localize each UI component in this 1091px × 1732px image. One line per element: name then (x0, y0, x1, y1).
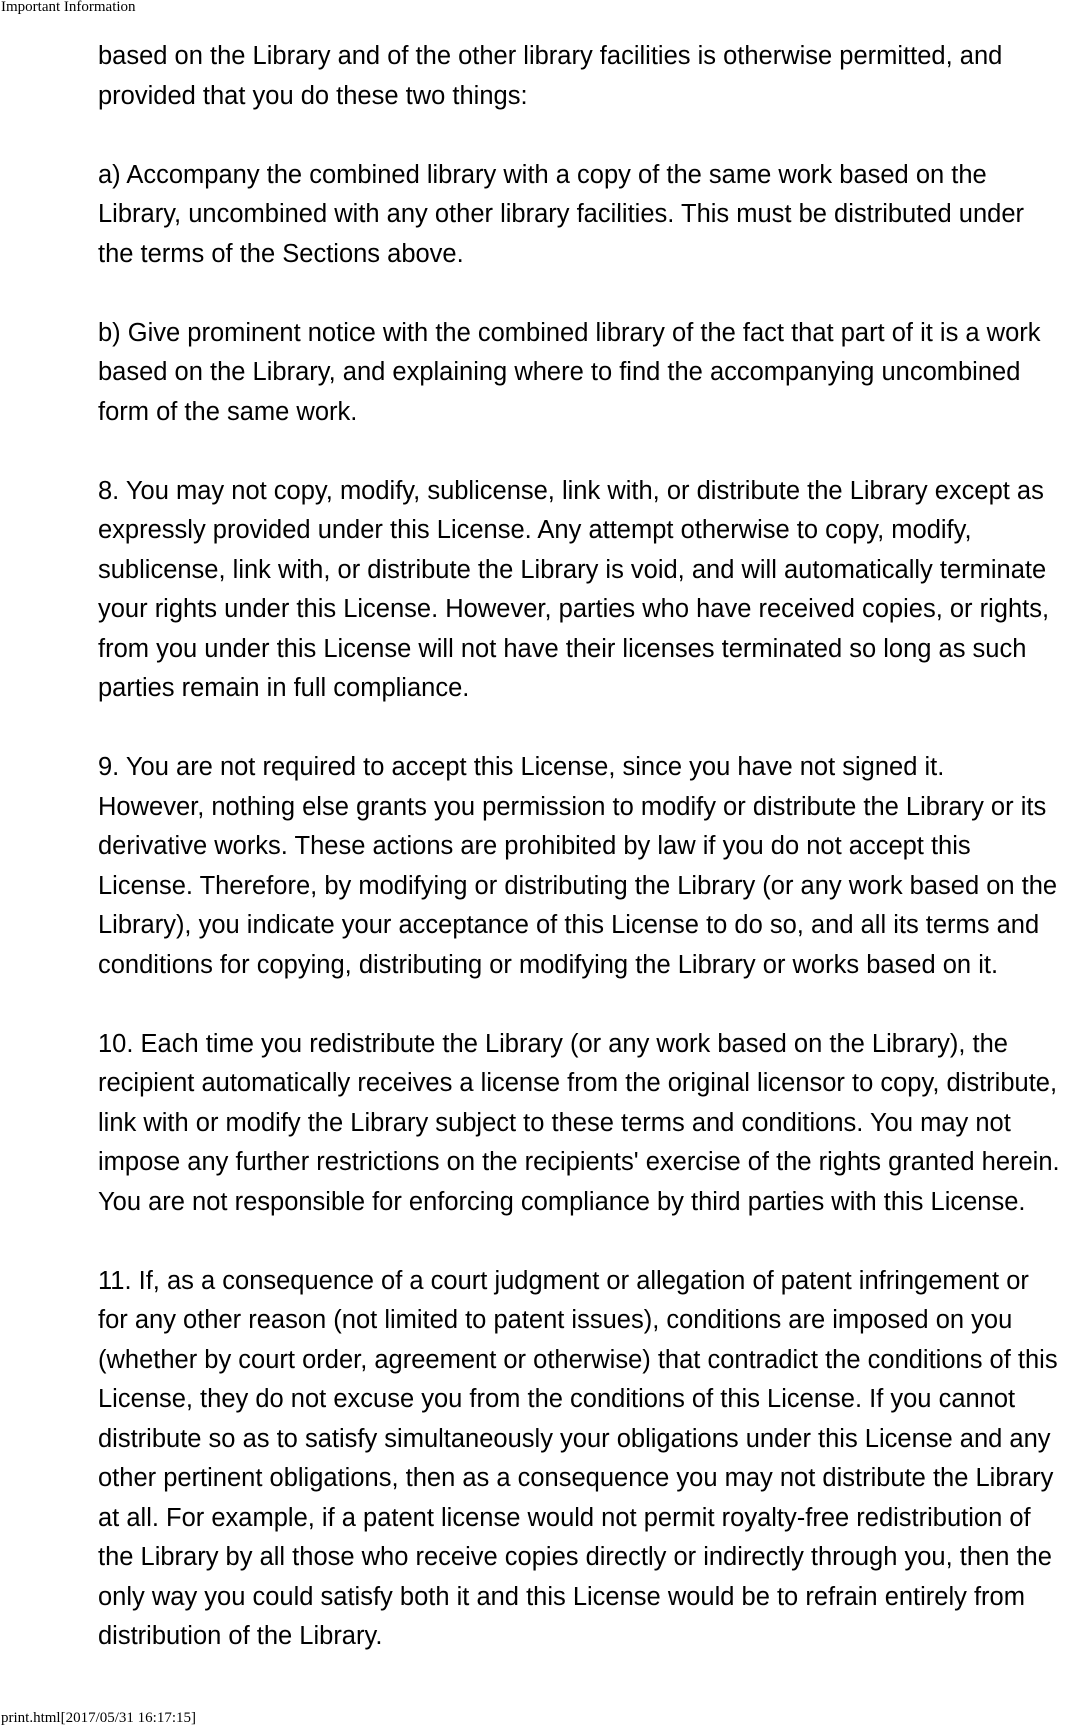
text-line: only way you could satisfy both it and this License would be to refrain entirely from (98, 1582, 1025, 1611)
text-line: your rights under this License. However, parties who have received copies, or rights, (98, 595, 1050, 623)
text-line: the terms of the Sections above. (98, 239, 464, 268)
text-line: Library, uncombined with any other library facilities. This must be distributed under (98, 200, 1024, 228)
text-line: 8. You may not copy, modify, sublicense, link with, or distribute the Library except as (98, 476, 1044, 505)
paragraph-gap (98, 274, 1091, 314)
paragraph-item-a (98, 156, 1091, 275)
text-line: derivative works. These actions are prohibited by law if you do not accept this (98, 832, 971, 860)
text-line: a) Accompany the combined library with a copy of the same work based on the (98, 160, 987, 189)
paragraph-gap (98, 432, 1091, 472)
text-line: 10. Each time you redistribute the Library (or any work based on the Library), the (98, 1029, 1008, 1058)
text-line: the Library by all those who receive copies directly or indirectly through you, then the (98, 1543, 1052, 1571)
text-line: link with or modify the Library subject to these terms and conditions. You may not (98, 1108, 1011, 1137)
text-line: recipient automatically receives a license from the original licensor to copy, distribute, (98, 1069, 1058, 1097)
text-line: parties remain in full compliance. (98, 674, 470, 702)
text-line: However, nothing else grants you permission to modify or distribute the Library or its (98, 792, 1047, 821)
text-line: License. Therefore, by modifying or distributing the Library (or any work based on the (98, 871, 1058, 900)
text-line: (whether by court order, agreement or otherwise) that contradict the conditions of this (98, 1345, 1058, 1374)
text-line: You are not responsible for enforcing compliance by third parties with this License. (98, 1187, 1026, 1216)
paragraph-section-11 (98, 1262, 1091, 1657)
text-line: from you under this License will not have their licenses terminated so long as such (98, 634, 1027, 663)
text-line: impose any further restrictions on the recipients' exercise of the rights granted herein. (98, 1148, 1060, 1176)
text-line: sublicense, link with, or distribute the Library is void, and will automatically terminate (98, 555, 1047, 584)
paragraph-continuation (98, 37, 1091, 116)
text-line: 11. If, as a consequence of a court judgment or allegation of patent infringement or (98, 1266, 1029, 1295)
text-line: conditions for copying, distributing or modifying the Library or works based on it. (98, 950, 999, 979)
paragraph-gap (98, 116, 1091, 156)
text-line: for any other reason (not limited to patent issues), conditions are imposed on you (98, 1306, 1013, 1334)
text-line: distribution of the Library. (98, 1622, 383, 1650)
paragraph-section-8 (98, 472, 1091, 709)
text-line: expressly provided under this License. Any attempt otherwise to copy, modify, (98, 516, 972, 544)
text-line: form of the same work. (98, 397, 358, 426)
paragraph-section-10 (98, 1025, 1091, 1223)
text-line: based on the Library and of the other library facilities is otherwise permitted, and (98, 42, 1003, 70)
text-line: other pertinent obligations, then as a consequence you may not distribute the Library (98, 1464, 1054, 1492)
text-line: based on the Library, and explaining where to find the accompanying uncombined (98, 358, 1021, 386)
paragraph-gap (98, 709, 1091, 749)
page-header-title: Important Information (1, 0, 136, 15)
paragraph-section-9 (98, 748, 1091, 985)
text-line: provided that you do these two things: (98, 81, 528, 110)
page-footer-source: print.html[2017/05/31 16:17:15] (1, 1710, 196, 1726)
paragraph-gap (98, 1222, 1091, 1262)
paragraph-item-b (98, 314, 1091, 433)
text-line: License, they do not excuse you from the conditions of this License. If you cannot (98, 1385, 1016, 1413)
text-line: Library), you indicate your acceptance of this License to do so, and all its terms and (98, 911, 1040, 939)
text-line: at all. For example, if a patent license would not permit royalty-free redistribution of (98, 1503, 1031, 1532)
text-line: b) Give prominent notice with the combined library of the fact that part of it is a work (98, 318, 1041, 347)
paragraph-gap (98, 985, 1091, 1025)
text-line: 9. You are not required to accept this License, since you have not signed it. (98, 753, 945, 781)
document-body (98, 37, 1091, 1657)
text-line: distribute so as to satisfy simultaneously your obligations under this License and any (98, 1424, 1051, 1453)
